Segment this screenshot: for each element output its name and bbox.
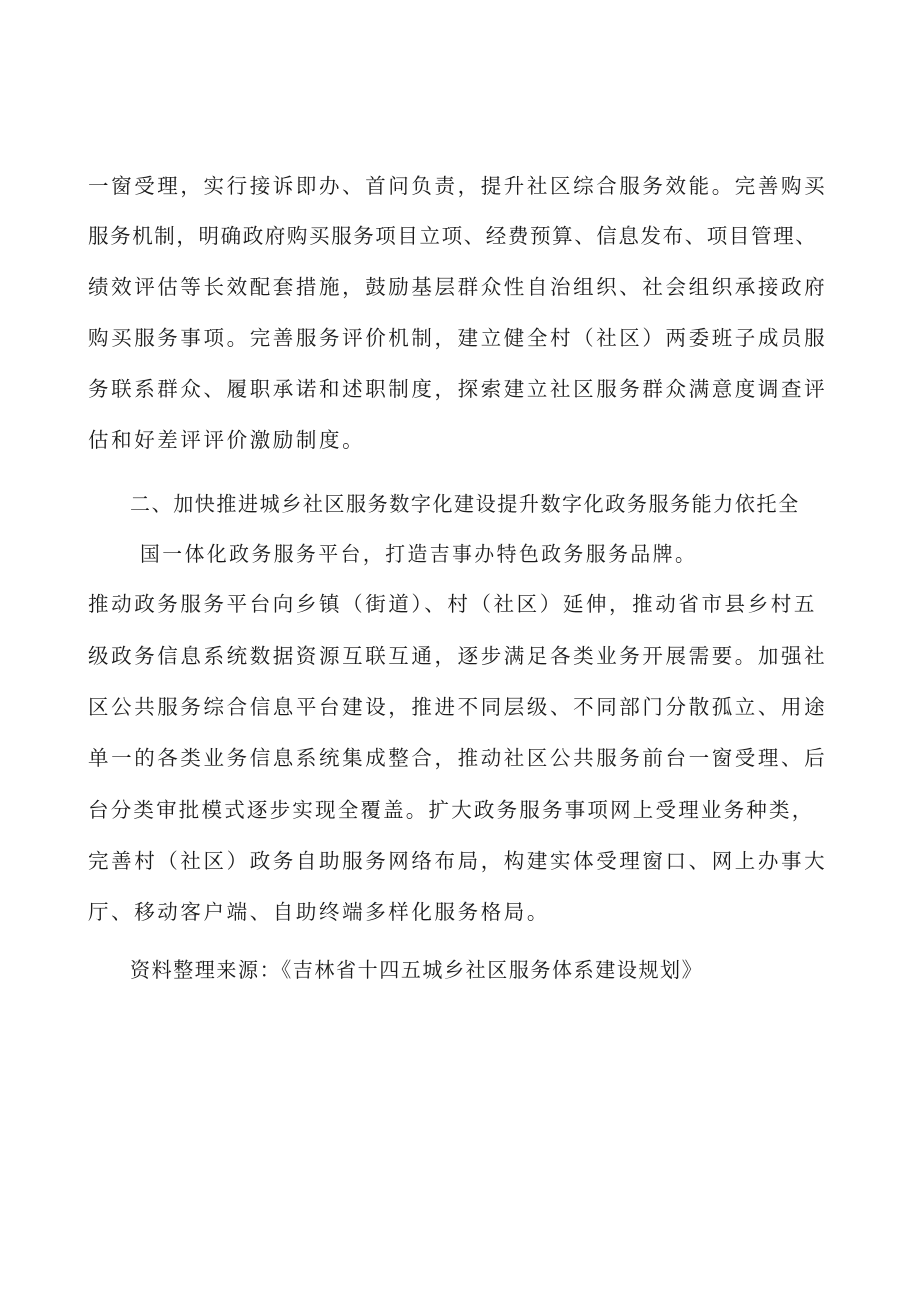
paragraph-line: 区公共服务综合信息平台建设，推进不同层级、不同部门分散孤立、用途 bbox=[88, 695, 828, 719]
paragraph-line: 估和好差评评价激励制度。 bbox=[88, 428, 366, 452]
paragraph-line: 厅、移动客户端、自助终端多样化服务格局。 bbox=[88, 900, 550, 924]
paragraph-line: 购买服务事项。完善服务评价机制，建立健全村（社区）两委班子成员服 bbox=[88, 326, 828, 350]
paragraph-line: 完善村（社区）政务自助服务网络布局，构建实体受理窗口、网上办事大 bbox=[88, 849, 828, 873]
section-heading-line: 二、加快推进城乡社区服务数字化建设提升数字化政务服务能力依托全 bbox=[130, 492, 800, 516]
source-note: 资料整理来源：《吉林省十四五城乡社区服务体系建设规划》 bbox=[130, 958, 704, 982]
paragraph-line: 一窗受理，实行接诉即办、首问负责，提升社区综合服务效能。完善购买 bbox=[88, 174, 828, 198]
paragraph-line: 绩效评估等长效配套措施，鼓励基层群众性自治组织、社会组织承接政府 bbox=[88, 275, 828, 299]
paragraph-line: 务联系群众、履职承诺和述职制度，探索建立社区服务群众满意度调查评 bbox=[88, 377, 828, 401]
paragraph-line: 服务机制，明确政府购买服务项目立项、经费预算、信息发布、项目管理、 bbox=[88, 224, 818, 248]
paragraph-line: 台分类审批模式逐步实现全覆盖。扩大政务服务事项网上受理业务种类， bbox=[88, 798, 815, 822]
paragraph-line: 推动政务服务平台向乡镇（街道）、村（社区）延伸，推动省市县乡村五 bbox=[88, 592, 817, 616]
paragraph-line: 单一的各类业务信息系统集成整合，推动社区公共服务前台一窗受理、后 bbox=[88, 746, 828, 770]
section-heading-line: 国一体化政务服务平台，打造吉事办特色政务服务品牌。 bbox=[140, 542, 698, 566]
paragraph-line: 级政务信息系统数据资源互联互通，逐步满足各类业务开展需要。加强社 bbox=[88, 644, 828, 668]
